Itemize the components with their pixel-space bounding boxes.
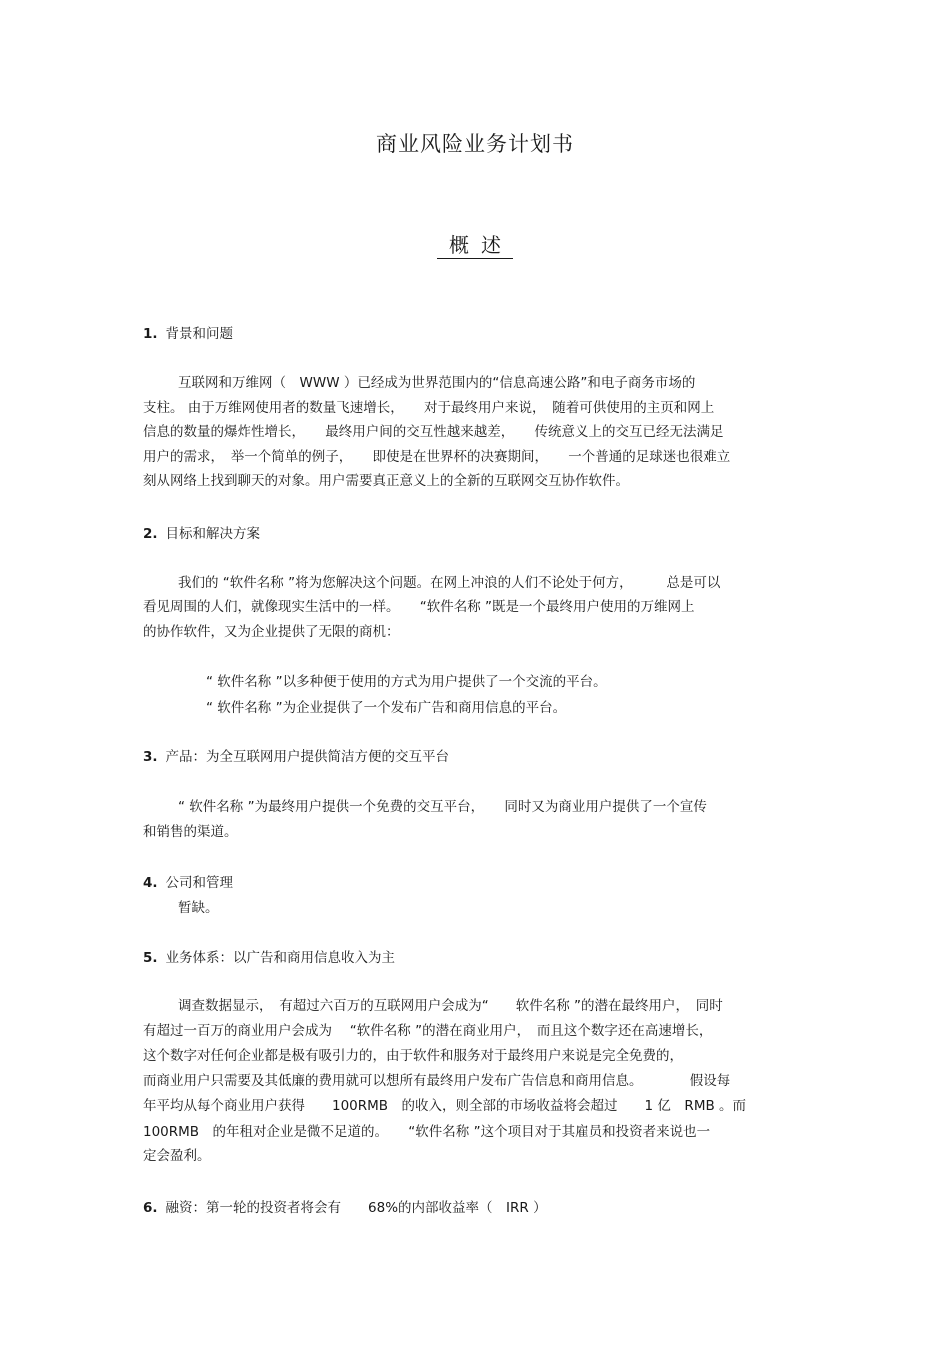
paragraph-line: 暂缺。	[178, 900, 219, 916]
section-title: 背景和问题	[165, 326, 234, 342]
paragraph-line: 刻从网络上找到聊天的对象。用户需要真正意义上的全新的互联网交互协作软件。	[143, 473, 629, 489]
section-heading-2	[143, 522, 260, 542]
section-heading-5	[143, 946, 395, 966]
paragraph-line: 互联网和万维网（ WWW ）已经成为世界范围内的“信息高速公路”和电子商务市场的	[178, 375, 696, 391]
paragraph-line: 100RMB 的年租对企业是微不足道的。 “软件名称 ”这个项目对于其雇员和投资者来说也一	[143, 1124, 711, 1140]
paragraph-line: 看见周围的人们，就像现实生活中的一样。 “软件名称 ”既是一个最终用户使用的万维网上	[143, 599, 695, 615]
paragraph-line: 年平均从每个商业用户获得 100RMB 的收入，则全部的市场收益将会超过 1 亿 RMB 。而	[143, 1098, 747, 1114]
section-number: 5.	[143, 950, 158, 966]
paragraph-line: “ 软件名称 ”为最终用户提供一个免费的交互平台， 同时又为商业用户提供了一个宣传	[178, 799, 707, 815]
section-heading-6	[143, 1196, 547, 1216]
paragraph-line: 调查数据显示， 有超过六百万的互联网用户会成为“ 软件名称 ”的潜在最终用户， 同时	[178, 998, 723, 1014]
bullet-line: “ 软件名称 ”以多种便于使用的方式为用户提供了一个交流的平台。	[206, 674, 607, 690]
document-subtitle	[0, 229, 950, 258]
section-heading-3	[143, 745, 449, 765]
section-title: 业务体系：以广告和商用信息收入为主	[165, 950, 396, 966]
section-title: 融资：第一轮的投资者将会有 68%的内部收益率（ IRR ）	[165, 1200, 547, 1216]
section-number: 1.	[143, 326, 158, 342]
section-number: 6.	[143, 1200, 158, 1216]
paragraph-line: 这个数字对任何企业都是极有吸引力的，由于软件和服务对于最终用户来说是完全免费的，	[143, 1048, 683, 1064]
document-title: 商业风险业务计划书	[376, 132, 574, 156]
paragraph-line: 支柱。 由于万维网使用者的数量飞速增长， 对于最终用户来说， 随着可供使用的主页和网上	[143, 400, 715, 416]
section-title: 公司和管理	[165, 875, 234, 891]
subtitle-text: 概述	[437, 233, 513, 259]
paragraph-line: 用户的需求， 举一个简单的例子， 即使是在世界杯的决赛期间， 一个普通的足球迷也很难立	[143, 449, 731, 465]
bullet-line: “ 软件名称 ”为企业提供了一个发布广告和商用信息的平台。	[206, 700, 567, 716]
section-title: 目标和解决方案	[165, 526, 261, 542]
paragraph-line: 和销售的渠道。	[143, 824, 238, 840]
paragraph-line: 而商业用户只需要及其低廉的费用就可以想所有最终用户发布广告信息和商用信息。 假设每	[143, 1073, 731, 1089]
section-number: 4.	[143, 875, 158, 891]
section-heading-4	[143, 871, 233, 891]
section-number: 2.	[143, 526, 158, 542]
section-heading-1	[143, 322, 233, 342]
section-title: 产品：为全互联网用户提供简洁方便的交互平台	[165, 749, 450, 765]
paragraph-line: 信息的数量的爆炸性增长， 最终用户间的交互性越来越差， 传统意义上的交互已经无法满足	[143, 424, 724, 440]
paragraph-line: 的协作软件，又为企业提供了无限的商机：	[143, 624, 400, 640]
paragraph-line: 有超过一百万的商业用户会成为 “软件名称 ”的潜在商业用户， 而且这个数字还在高速增长，	[143, 1023, 713, 1039]
paragraph-line: 定会盈利。	[143, 1148, 211, 1164]
paragraph-line: 我们的 “软件名称 ”将为您解决这个问题。在网上冲浪的人们不论处于何方， 总是可以	[178, 575, 721, 591]
section-number: 3.	[143, 749, 158, 765]
